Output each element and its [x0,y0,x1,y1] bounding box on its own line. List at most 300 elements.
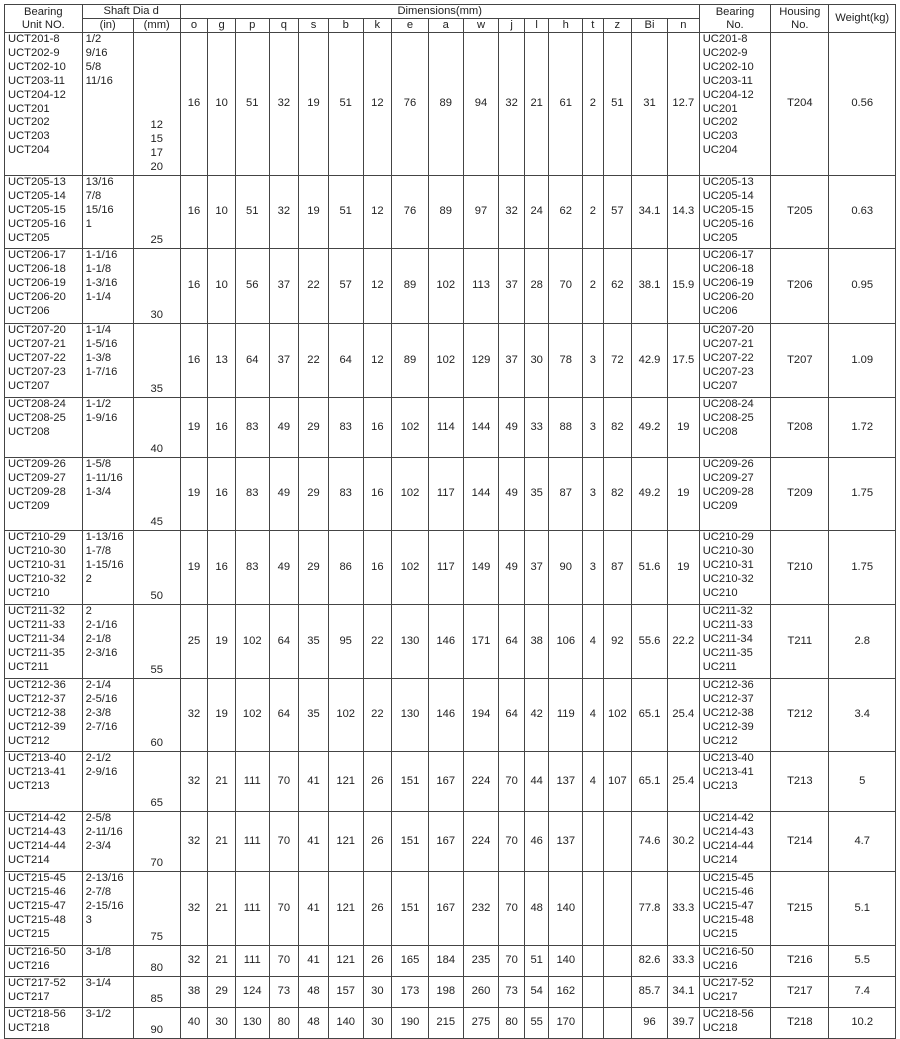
weight-cell: 3.4 [829,679,896,752]
shaft-in-cell [82,1008,133,1039]
shaft-mm-value: 17 [150,147,163,160]
dim-bi-cell: 82.6 [632,946,668,977]
dim-s-cell: 41 [299,946,329,977]
dim-j-cell: 70 [499,812,525,872]
shaft-in-value: 1-5/8 [85,458,112,470]
table-row [5,176,896,249]
bearing-no: UC214 [702,853,738,866]
bearing-no: UC207-21 [702,337,754,350]
unit-no: UCT208-24 [8,398,66,410]
weight-cell: 5 [829,752,896,812]
bearing-no: UC202-9 [702,46,748,59]
dim-p-cell: 51 [235,33,269,176]
shaft-mm-cell [133,812,180,872]
dim-o-cell: 32 [180,679,208,752]
housing-cell: T204 [771,33,829,176]
housing-cell: T211 [771,605,829,679]
dim-e-cell: 173 [392,977,429,1008]
dim-o-cell: 32 [180,812,208,872]
dim-w-cell: 144 [463,398,499,458]
dim-z-cell: 72 [603,324,632,398]
dim-s-cell: 19 [299,176,329,249]
dim-z-cell: 102 [603,679,632,752]
shaft-mm-value: 60 [150,737,163,750]
dim-t-cell [583,977,603,1008]
unit-no: UCT206-20 [8,290,66,303]
unit-cell [5,872,83,946]
dim-j-cell: 70 [499,946,525,977]
dim-z-cell: 51 [603,33,632,176]
dim-l-cell: 24 [524,176,549,249]
bearing-no: UC211-32 [702,605,753,617]
weight-cell: 5.5 [829,946,896,977]
bearing-no: UC213 [702,779,738,792]
dim-b-cell: 86 [328,531,363,605]
housing-cell: T212 [771,679,829,752]
dim-j-cell: 49 [499,531,525,605]
dim-header-a: a [428,19,463,33]
unit-no: UCT211-33 [8,618,65,631]
dim-n-cell: 19 [667,398,699,458]
dim-g-cell: 16 [208,531,236,605]
bearing-no-cell [699,324,771,398]
dim-h-cell: 70 [549,249,583,324]
unit-no: UCT210-30 [8,544,66,557]
shaft-mm-header: (mm) [133,19,180,33]
dim-p-cell: 102 [235,605,269,679]
table-row [5,531,896,605]
unit-no: UCT211 [8,660,49,673]
dim-bi-cell: 42.9 [632,324,668,398]
dim-e-cell: 165 [392,946,429,977]
dim-h-cell: 119 [549,679,583,752]
shaft-in-value: 3-1/8 [85,946,112,958]
bearing-no: UC216 [702,959,738,972]
dim-h-cell: 140 [549,946,583,977]
shaft-mm-value: 50 [150,590,163,603]
dim-t-cell: 3 [583,398,603,458]
dim-k-cell: 12 [363,176,392,249]
unit-no: UCT214-42 [8,812,66,824]
dim-bi-cell: 55.6 [632,605,668,679]
shaft-in-value: 13/16 [85,176,114,188]
shaft-in-value: 9/16 [85,46,108,59]
bearing-no: UC211-34 [702,632,753,645]
dim-q-cell: 64 [269,679,299,752]
shaft-in-value: 2-7/16 [85,720,118,733]
dim-bi-cell: 31 [632,33,668,176]
unit-cell [5,679,83,752]
dim-h-cell: 140 [549,872,583,946]
shaft-in-value: 1-5/16 [85,337,118,350]
dim-e-cell: 190 [392,1008,429,1039]
dim-s-cell: 35 [299,605,329,679]
unit-no: UCT203 [8,130,50,143]
dim-t-cell: 4 [583,679,603,752]
dim-z-cell: 57 [603,176,632,249]
table-row [5,33,896,176]
dim-e-cell: 102 [392,531,429,605]
bearing-no: UC207-22 [702,351,754,364]
unit-no: UCT208-25 [8,411,66,424]
bearing-no: UC203 [702,130,738,143]
dim-l-cell: 37 [524,531,549,605]
unit-no: UCT212-39 [8,720,66,733]
housing-no-header: Housing No. [771,5,829,33]
unit-no: UCT207-22 [8,351,66,364]
bearing-no: UC206-17 [702,249,754,261]
unit-no: UCT213 [8,779,50,792]
bearing-no: UC212-37 [702,692,754,705]
shaft-in-value: 2-1/2 [85,752,112,764]
unit-no: UCT206-18 [8,262,66,275]
weight-cell: 10.2 [829,1008,896,1039]
shaft-in-value: 2-15/16 [85,899,124,912]
dim-z-cell: 82 [603,458,632,531]
dim-h-cell: 62 [549,176,583,249]
dim-o-cell: 25 [180,605,208,679]
dim-n-cell: 25.4 [667,679,699,752]
unit-no: UCT201-8 [8,33,60,45]
dim-k-cell: 12 [363,324,392,398]
shaft-in-value: 2-1/4 [85,679,112,691]
shaft-in-cell [82,33,133,176]
bearing-spec-table [4,4,896,1039]
table-row [5,812,896,872]
unit-no: UCT213-41 [8,765,66,778]
bearing-no: UC209-27 [702,471,754,484]
shaft-mm-value: 35 [150,383,163,396]
housing-cell: T210 [771,531,829,605]
dim-w-cell: 224 [463,752,499,812]
dim-h-cell: 162 [549,977,583,1008]
dim-b-cell: 121 [328,946,363,977]
shaft-in-value: 2-1/8 [85,632,112,645]
dim-s-cell: 41 [299,752,329,812]
shaft-mm-value: 75 [150,931,163,944]
dim-b-cell: 51 [328,176,363,249]
dim-s-cell: 35 [299,679,329,752]
dim-b-cell: 83 [328,458,363,531]
unit-no: UCT210-29 [8,531,66,543]
bearing-no-cell [699,33,771,176]
dim-k-cell: 26 [363,812,392,872]
dim-header-z: z [603,19,632,33]
unit-no: UCT209-27 [8,471,66,484]
shaft-in-value: 2 [85,572,92,585]
dim-b-cell: 121 [328,812,363,872]
dim-bi-cell: 38.1 [632,249,668,324]
unit-no: UCT216-50 [8,946,66,958]
dim-w-cell: 129 [463,324,499,398]
dim-a-cell: 146 [428,605,463,679]
shaft-mm-cell [133,946,180,977]
shaft-in-cell [82,752,133,812]
unit-no: UCT202-9 [8,46,60,59]
shaft-in-value: 1-1/16 [85,249,118,261]
dim-z-cell [603,977,632,1008]
housing-cell: T206 [771,249,829,324]
bearing-no: UC212-38 [702,706,754,719]
dim-l-cell: 28 [524,249,549,324]
dim-n-cell: 33.3 [667,872,699,946]
dim-q-cell: 70 [269,812,299,872]
dim-e-cell: 76 [392,33,429,176]
dim-e-cell: 102 [392,458,429,531]
bearing-no-cell [699,946,771,977]
dim-p-cell: 51 [235,176,269,249]
unit-no: UCT211-34 [8,632,65,645]
dim-l-cell: 55 [524,1008,549,1039]
shaft-in-cell [82,176,133,249]
dim-g-cell: 13 [208,324,236,398]
unit-no: UCT214-44 [8,839,66,852]
dim-g-cell: 21 [208,812,236,872]
dim-bi-cell: 34.1 [632,176,668,249]
dim-s-cell: 41 [299,872,329,946]
dim-header-p: p [235,19,269,33]
dim-k-cell: 12 [363,33,392,176]
unit-cell [5,176,83,249]
unit-no: UCT218 [8,1021,50,1034]
dim-s-cell: 22 [299,249,329,324]
dim-j-cell: 70 [499,752,525,812]
dim-e-cell: 102 [392,398,429,458]
unit-no: UCT205-14 [8,189,66,202]
dim-t-cell: 4 [583,752,603,812]
dim-n-cell: 12.7 [667,33,699,176]
shaft-mm-value: 40 [150,443,163,456]
table-row [5,324,896,398]
dim-z-cell: 62 [603,249,632,324]
dim-p-cell: 111 [235,946,269,977]
dim-k-cell: 30 [363,977,392,1008]
dim-h-cell: 106 [549,605,583,679]
unit-no: UCT202 [8,116,50,129]
unit-no: UCT206-17 [8,249,66,261]
unit-no: UCT204-12 [8,88,66,101]
bearing-no: UC215 [702,927,738,940]
unit-no: UCT207-23 [8,365,66,378]
dim-p-cell: 111 [235,752,269,812]
dim-q-cell: 73 [269,977,299,1008]
dim-w-cell: 275 [463,1008,499,1039]
dim-g-cell: 10 [208,176,236,249]
bearing-no: UC210-32 [702,572,754,585]
bearing-no: UC215-47 [702,899,754,912]
unit-no: UCT201 [8,102,50,115]
weight-cell: 0.63 [829,176,896,249]
dim-a-cell: 117 [428,531,463,605]
dim-bi-cell: 51.6 [632,531,668,605]
dim-g-cell: 16 [208,398,236,458]
shaft-in-value: 2-7/8 [85,885,112,898]
bearing-no: UC212 [702,734,738,747]
dim-g-cell: 21 [208,946,236,977]
unit-no: UCT213-40 [8,752,66,764]
bearing-no: UC204 [702,144,738,157]
dim-a-cell: 184 [428,946,463,977]
bearing-no: UC206-18 [702,262,754,275]
dim-header-h: h [549,19,583,33]
dim-w-cell: 224 [463,812,499,872]
dim-t-cell [583,812,603,872]
shaft-in-value: 1-3/8 [85,351,112,364]
unit-no: UCT206 [8,304,50,317]
dim-t-cell [583,872,603,946]
dim-g-cell: 10 [208,33,236,176]
dim-k-cell: 16 [363,531,392,605]
dim-p-cell: 111 [235,872,269,946]
dim-s-cell: 48 [299,1008,329,1039]
dim-b-cell: 83 [328,398,363,458]
bearing-no-cell [699,249,771,324]
dim-j-cell: 37 [499,324,525,398]
dim-t-cell: 3 [583,324,603,398]
dim-header-j: j [499,19,525,33]
shaft-in-value: 2-13/16 [85,872,124,884]
bearing-no-cell [699,458,771,531]
bearing-no: UC205-16 [702,217,754,230]
dim-g-cell: 30 [208,1008,236,1039]
housing-cell: T209 [771,458,829,531]
bearing-no-cell [699,176,771,249]
unit-no: UCT212-37 [8,692,66,705]
housing-cell: T215 [771,872,829,946]
unit-no: UCT205-15 [8,203,66,216]
dim-t-cell [583,946,603,977]
bearing-no: UC217 [702,990,738,1003]
bearing-no: UC206-19 [702,276,754,289]
dim-p-cell: 83 [235,531,269,605]
shaft-mm-value: 45 [150,516,163,529]
table-row [5,752,896,812]
bearing-no: UC210-29 [702,531,754,543]
shaft-in-value: 2-3/4 [85,839,112,852]
dim-header-t: t [583,19,603,33]
dim-l-cell: 51 [524,946,549,977]
dim-o-cell: 40 [180,1008,208,1039]
shaft-mm-cell [133,605,180,679]
shaft-mm-cell [133,679,180,752]
bearing-no-cell [699,977,771,1008]
bearing-no-header: Bearing No. [699,5,771,33]
dim-p-cell: 130 [235,1008,269,1039]
shaft-mm-cell [133,249,180,324]
dim-o-cell: 32 [180,946,208,977]
dim-q-cell: 37 [269,249,299,324]
dim-bi-cell: 65.1 [632,752,668,812]
shaft-mm-value: 25 [150,234,163,247]
table-row [5,398,896,458]
bearing-no: UC202 [702,116,738,129]
dim-k-cell: 30 [363,1008,392,1039]
shaft-mm-value: 65 [150,797,163,810]
bearing-no: UC211 [702,660,737,673]
table-row [5,458,896,531]
bearing-no: UC209-28 [702,485,754,498]
shaft-in-value: 5/8 [85,60,102,73]
dim-t-cell: 3 [583,531,603,605]
table-row [5,605,896,679]
dim-g-cell: 19 [208,679,236,752]
bearing-no-cell [699,752,771,812]
dim-a-cell: 102 [428,324,463,398]
dim-p-cell: 102 [235,679,269,752]
unit-no: UCT215-46 [8,885,66,898]
dim-l-cell: 42 [524,679,549,752]
bearing-no: UC213-40 [702,752,754,764]
bearing-no: UC212-36 [702,679,754,691]
shaft-in-value: 3-1/2 [85,1008,112,1020]
weight-header: Weight(kg) [829,5,896,33]
unit-no: UCT206-19 [8,276,66,289]
shaft-in-value: 1-1/4 [85,324,112,336]
dim-j-cell: 64 [499,679,525,752]
dim-b-cell: 121 [328,872,363,946]
dim-a-cell: 114 [428,398,463,458]
dim-b-cell: 64 [328,324,363,398]
dim-b-cell: 95 [328,605,363,679]
unit-cell [5,249,83,324]
unit-no: UCT209 [8,499,50,512]
bearing-no-cell [699,605,771,679]
unit-no: UCT205-16 [8,217,66,230]
dimensions-header: Dimensions(mm) [180,5,699,19]
dim-a-cell: 167 [428,752,463,812]
housing-cell: T208 [771,398,829,458]
table-row [5,1008,896,1039]
housing-cell: T205 [771,176,829,249]
housing-cell: T218 [771,1008,829,1039]
dim-a-cell: 89 [428,176,463,249]
bearing-no: UC214-42 [702,812,754,824]
shaft-in-cell [82,946,133,977]
dim-k-cell: 16 [363,398,392,458]
shaft-in-value: 11/16 [85,74,113,87]
table-row [5,249,896,324]
dim-t-cell: 2 [583,249,603,324]
bearing-no: UC207 [702,379,738,392]
dim-p-cell: 83 [235,458,269,531]
unit-cell [5,946,83,977]
unit-cell [5,1008,83,1039]
shaft-mm-value: 12 [150,119,163,132]
bearing-no: UC211-33 [702,618,753,631]
dim-h-cell: 137 [549,752,583,812]
shaft-in-cell [82,679,133,752]
shaft-in-value: 2-3/16 [85,646,118,659]
dim-w-cell: 97 [463,176,499,249]
dim-w-cell: 194 [463,679,499,752]
dim-q-cell: 70 [269,752,299,812]
dim-j-cell: 64 [499,605,525,679]
dim-g-cell: 21 [208,872,236,946]
weight-cell: 2.8 [829,605,896,679]
dim-q-cell: 49 [269,531,299,605]
dim-w-cell: 232 [463,872,499,946]
dim-e-cell: 151 [392,872,429,946]
dim-k-cell: 26 [363,752,392,812]
dim-header-g: g [208,19,236,33]
dim-a-cell: 215 [428,1008,463,1039]
dim-h-cell: 90 [549,531,583,605]
shaft-mm-value: 20 [150,161,163,174]
unit-no: UCT203-11 [8,74,65,87]
shaft-in-value: 1-9/16 [85,411,118,424]
dim-h-cell: 87 [549,458,583,531]
shaft-in-cell [82,872,133,946]
